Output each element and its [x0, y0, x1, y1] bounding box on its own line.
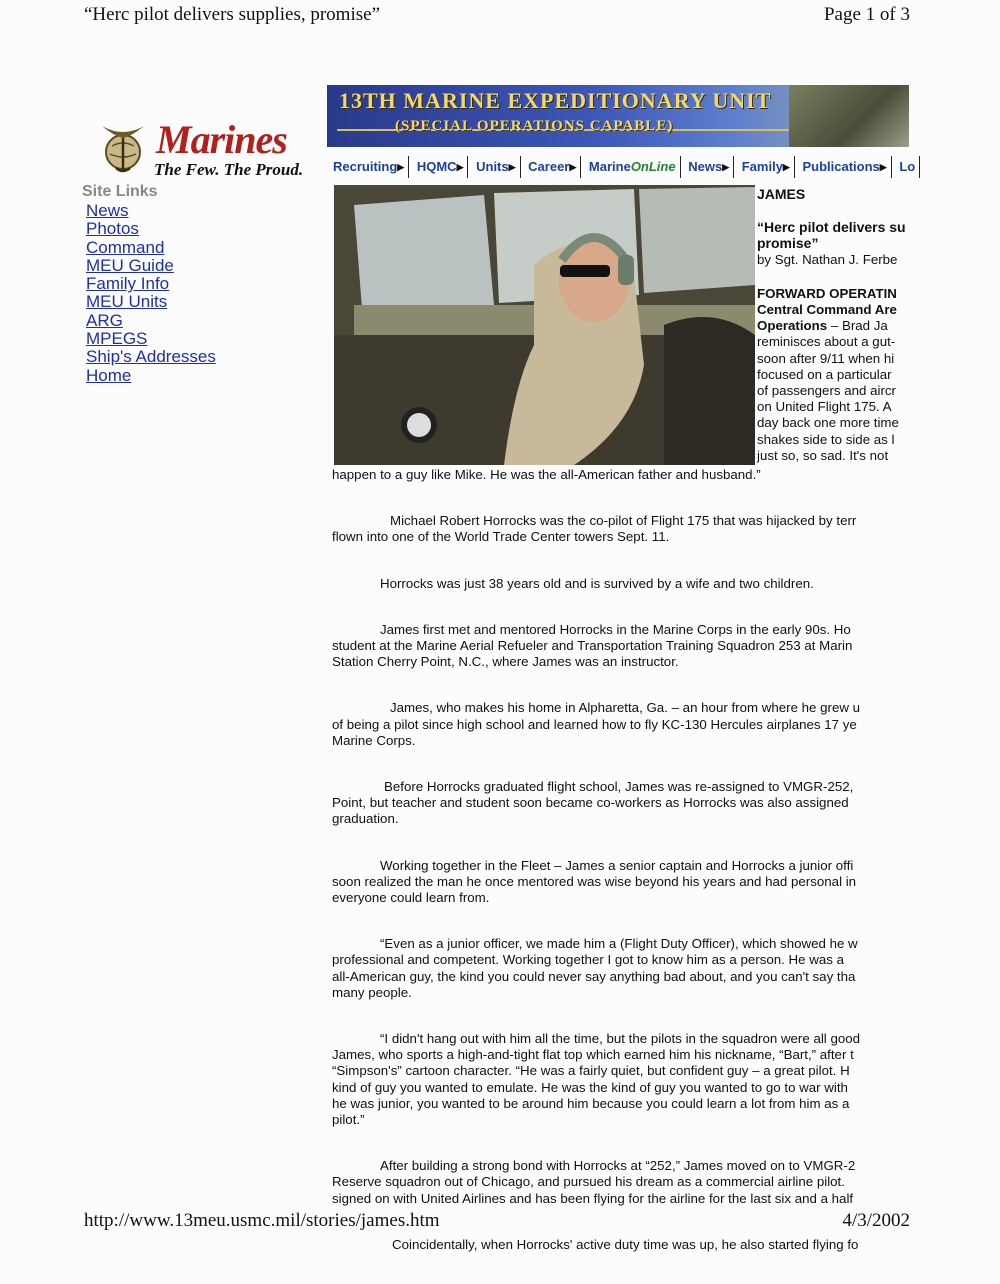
article-paragraph-line: he was junior, you wanted to be around him because you could learn a lot from him as a	[332, 1095, 850, 1111]
nav-truncated[interactable]: Lo	[895, 156, 920, 178]
site-link-meu-units[interactable]: MEU Units	[86, 292, 168, 312]
banner-subtitle: (SPECIAL OPERATIONS CAPABLE)	[395, 118, 674, 134]
site-link-family-info[interactable]: Family Info	[86, 274, 170, 294]
nav-career[interactable]: Career▶	[524, 156, 581, 178]
nav-arrow-icon: ▶	[397, 162, 405, 172]
nav-family[interactable]: Family▶	[738, 156, 795, 178]
site-link-ships-addresses[interactable]: Ship's Addresses	[86, 347, 216, 367]
article-paragraph-line: Horrocks was just 38 years old and is survived by a wife and two children.	[380, 575, 814, 591]
article-paragraph-line: Michael Robert Horrocks was the co-pilot of Flight 175 that was hijacked by terr	[390, 513, 857, 529]
article-byline: by Sgt. Nathan J. Ferbe	[757, 251, 898, 267]
article-paragraph-line: many people.	[332, 984, 412, 1000]
marines-logo[interactable]	[92, 114, 314, 184]
nav-arrow-icon: ▶	[569, 162, 577, 172]
brand-wordmark: Marines	[156, 117, 287, 162]
nav-news[interactable]: News▶	[684, 156, 734, 178]
lead-line: Operations – Brad Ja	[757, 318, 888, 334]
site-link-news[interactable]: News	[86, 201, 129, 220]
article-paragraph-line: Marine Corps.	[332, 732, 416, 748]
article-paragraph-line: professional and competent. Working together I got to know him as a person. He was a	[332, 952, 844, 968]
unit-banner[interactable]	[327, 85, 909, 147]
article-paragraph-line: Working together in the Fleet – James a senior captain and Horrocks a junior offi	[380, 857, 854, 873]
article-paragraph-line: all-American guy, the kind you could never say anything bad about, and you can't say tha	[332, 968, 856, 984]
site-links-heading: Site Links	[82, 183, 158, 200]
article-paragraph-line: James, who sports a high-and-tight flat top which earned him his nickname, “Bart,” after t	[332, 1047, 854, 1063]
site-link-meu-guide[interactable]: MEU Guide	[86, 255, 174, 275]
lead-line: reminisces about a gut-	[757, 334, 896, 350]
site-link-photos[interactable]: Photos	[86, 219, 139, 239]
lead-line: FORWARD OPERATIN	[757, 285, 897, 301]
article-paragraph-line: graduation.	[332, 811, 399, 827]
lead-line: shakes side to side as l	[757, 431, 895, 447]
nav-publications[interactable]: Publications▶	[798, 156, 891, 178]
nav-marine-online[interactable]: MarineOnLine	[585, 156, 681, 178]
article-title: “Herc pilot delivers su promise”	[757, 219, 906, 252]
lead-line: just so, so sad. It's not	[757, 447, 889, 463]
article-paragraph-line: Station Cherry Point, N.C., where James was an instructor.	[332, 654, 679, 670]
lead-line: Central Command Are	[757, 302, 897, 318]
lead-line: day back one more time	[757, 415, 899, 431]
nav-arrow-icon: ▶	[508, 162, 516, 172]
banner-soldier-image	[789, 85, 909, 147]
site-links-nav	[82, 183, 216, 385]
article-paragraph-line: student at the Marine Aerial Refueler and Transportation Training Squadron 253 at Marin	[332, 638, 853, 654]
article-paragraph-line: “Simpson's” cartoon character. “He was a fairly quiet, but confident guy – a great pilot. H	[332, 1063, 850, 1079]
nav-recruiting[interactable]: Recruiting▶	[329, 156, 409, 178]
lead-line: on United Flight 175. A	[757, 399, 892, 415]
nav-arrow-icon: ▶	[782, 162, 790, 172]
article-paragraph-line: of being a pilot since high school and learned how to fly KC-130 Hercules airplanes 17 ye	[332, 716, 857, 732]
lead-line: of passengers and aircr	[757, 383, 896, 399]
nav-arrow-icon: ▶	[456, 162, 464, 172]
nav-arrow-icon: ▶	[722, 162, 730, 172]
article-paragraph-line: Coincidentally, when Horrocks' active duty time was up, he also started flying fo	[392, 1236, 859, 1252]
article-paragraph-line: James, who makes his home in Alpharetta, Ga. – an hour from where he grew u	[390, 700, 861, 716]
article-paragraph-line: “I didn't hang out with him all the time, but the pilots in the squadron were all good	[380, 1031, 861, 1047]
article-paragraph-line: flown into one of the World Trade Center towers Sept. 11.	[332, 529, 670, 545]
nav-units[interactable]: Units▶	[472, 156, 520, 178]
banner-title: 13TH MARINE EXPEDITIONARY UNIT	[339, 88, 772, 113]
print-header-title: “Herc pilot delivers supplies, promise”	[84, 4, 381, 25]
article-subject-name: JAMES	[757, 186, 806, 202]
article-paragraph-line: soon realized the man he once mentored was wise beyond his years and had personal in	[332, 873, 857, 889]
print-footer-date: 4/3/2002	[842, 1210, 910, 1231]
site-link-home[interactable]: Home	[86, 365, 132, 385]
brand-tagline: The Few. The Proud.	[154, 160, 304, 179]
top-nav-bar	[329, 156, 916, 182]
eagle-globe-anchor-icon	[92, 116, 154, 178]
article-paragraph-line: signed on with United Airlines and has been flying for the airline for the last six and a half	[332, 1190, 854, 1206]
article-paragraph-line: After building a strong bond with Horrocks at “252,” James moved on to VMGR-2	[380, 1158, 856, 1174]
article-paragraph-line: Reserve squadron out of Chicago, and pursued his dream as a commercial airline pilot.	[332, 1174, 845, 1190]
article-paragraph-line: Point, but teacher and student soon became co-workers as Horrocks was also assigned	[332, 795, 849, 811]
site-link-mpegs[interactable]: MPEGS	[86, 329, 148, 349]
lead-line: soon after 9/11 when hi	[757, 350, 895, 366]
lead-tail: happen to a guy like Mike. He was the all-American father and husband.”	[332, 467, 761, 482]
article-paragraph-line: Before Horrocks graduated flight school, James was re-assigned to VMGR-252,	[384, 779, 854, 795]
site-link-arg[interactable]: ARG	[86, 310, 123, 330]
article-paragraphs	[332, 513, 909, 1253]
article-paragraph-line: James first met and mentored Horrocks in the Marine Corps in the early 90s. Ho	[380, 621, 851, 637]
nav-hqmc[interactable]: HQMC▶	[413, 156, 469, 178]
article-paragraph-line: “Even as a junior officer, we made him a (Flight Duty Officer), which showed he w	[380, 936, 858, 952]
print-footer-url: http://www.13meu.usmc.mil/stories/james.htm	[84, 1210, 440, 1231]
article-paragraph-line: everyone could learn from.	[332, 890, 490, 906]
nav-arrow-icon: ▶	[879, 162, 887, 172]
article-paragraph-line: pilot.”	[332, 1112, 365, 1128]
site-link-command[interactable]: Command	[86, 237, 165, 257]
lead-line: focused on a particular	[757, 366, 892, 382]
article-paragraph-line: kind of guy you wanted to emulate. He was the kind of guy you wanted to go to war with	[332, 1079, 848, 1095]
print-header-page-number: Page 1 of 3	[823, 4, 910, 25]
